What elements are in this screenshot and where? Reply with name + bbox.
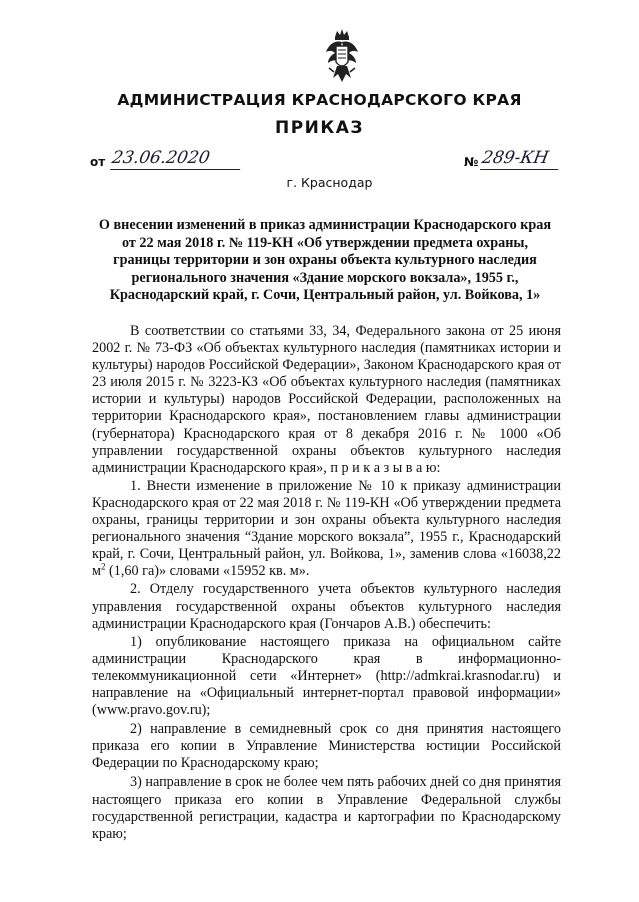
- subitem-2-paragraph: 2) направление в семидневный срок со дня принятия настоящего приказа его копии в Управление Министерства юстиции Российской Федерации по Краснодарскому краю;: [92, 721, 561, 772]
- subitem-3-paragraph: 3) направление в срок не более чем пять рабочих дней со дня принятия настоящего приказа его копии в Управление Федеральной службы государственной регистрации, кадастра и картографии по Краснодарскому краю;: [92, 774, 561, 842]
- date-number-row: [90, 150, 560, 174]
- krasnodar-coat-of-arms-icon: [325, 28, 359, 84]
- item-2-paragraph: 2. Отделу государственного учета объектов культурного наследия управления государственной охраны объектов культурного наследия администрации Краснодарского края (Гончаров А.В.) обеспечить:: [92, 581, 561, 632]
- item-1-superscript: 2: [100, 561, 106, 572]
- document-title: О внесении изменений в приказ администрации Краснодарского края от 22 мая 2018 г. № 119-КН «Об утверждении предмета охраны, границы территории и зон охраны объекта культурного наследия регионального значения «Здание морского вокзала», 1955 г., Краснодарский край, г. Сочи, Центральный район, ул. Войкова, 1»: [98, 217, 552, 303]
- preamble-paragraph: В соответствии со статьями 33, 34, Федерального закона от 25 июня 2002 г. № 73-ФЗ «Об объектах культурного наследия (памятниках истории и культуры) народов Российской Федерации», Законом Краснодарского края от 23 июля 2015 г. № 3223-КЗ «Об объектах культурного наследия (памятниках истории и культуры) народов Российской Федерации, расположенных на территории Краснодарского края», постановлением главы администрации (губернатора) Краснодарского края от 8 декабря 2016 г. № 1000 «Об управлении государственной охраны объектов культурного наследия администрации Краснодарского края», п р и к а з ы в а ю:: [92, 323, 561, 476]
- organization-name: АДМИНИСТРАЦИЯ КРАСНОДАРСКОГО КРАЯ: [117, 91, 522, 109]
- number-value: 289-КН: [480, 148, 562, 170]
- date-value: 23.06.2020: [110, 148, 244, 170]
- item-1-paragraph: [92, 478, 561, 581]
- document-body: [92, 323, 561, 844]
- city: г. Краснодар: [286, 175, 373, 190]
- document-type: ПРИКАЗ: [274, 118, 365, 138]
- subitem-1-paragraph: 1) опубликование настоящего приказа на официальном сайте администрации Краснодарского края в информационно-телекоммуникационной сети «Интернет» (http://admkrai.krasnodar.ru) и направление на «Официальный интернет-портал правовой информации» (www.pravo.gov.ru);: [92, 633, 561, 719]
- date-label: от: [90, 155, 106, 169]
- item-1-text-end: (1,60 га)» словами «15952 кв. м».: [105, 563, 310, 580]
- item-1-text: 1. Внести изменение в приложение № 10 к приказу администрации Краснодарского края от 22 мая 2018 г. № 119-КН «Об утверждении предмета охраны, границы территории и зон охраны объекта культурного наследия регионального значения “Здание морского вокзала”, 1955 г., Краснодарский край, г. Сочи, Центральный район, ул. Войкова, 1», заменив слова «16038,22 м: [92, 477, 561, 580]
- number-label: №: [464, 155, 479, 169]
